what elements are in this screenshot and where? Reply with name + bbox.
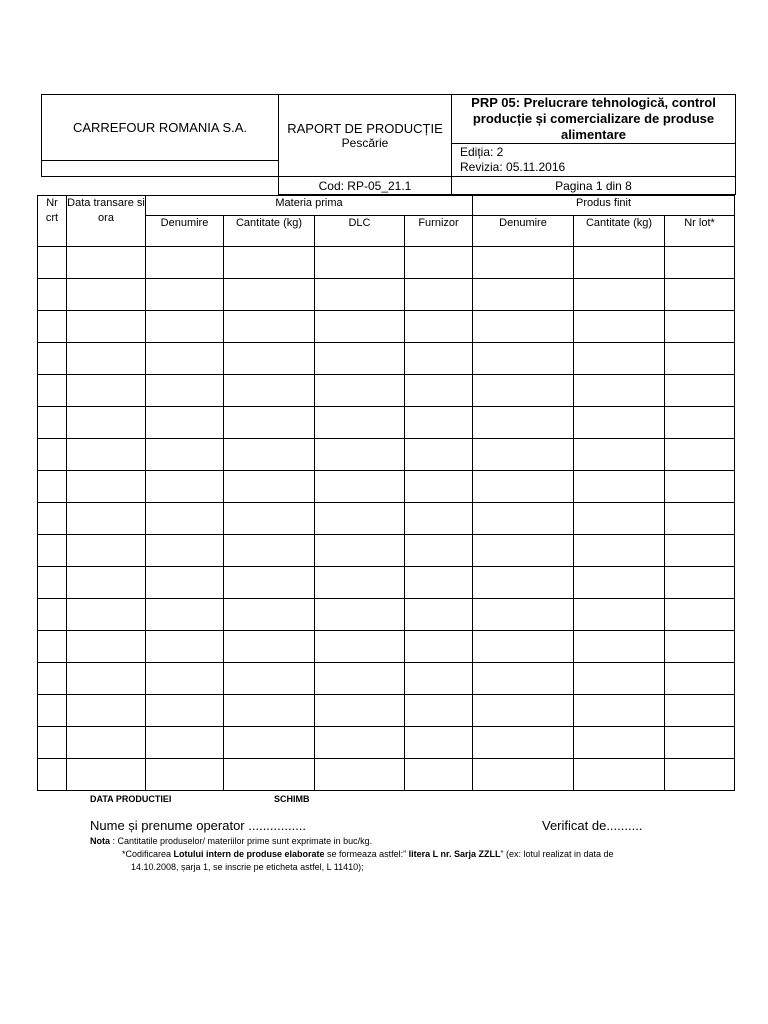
col-data-transare: Data transare si ora xyxy=(67,196,146,247)
table-cell[interactable] xyxy=(38,759,67,791)
table-cell[interactable] xyxy=(405,439,473,471)
production-table xyxy=(37,195,735,791)
table-cell[interactable] xyxy=(224,535,315,567)
table-cell[interactable] xyxy=(405,535,473,567)
table-cell[interactable] xyxy=(38,439,67,471)
table-cell[interactable] xyxy=(315,471,405,503)
table-cell[interactable] xyxy=(146,663,224,695)
col-raw-cantitate: Cantitate (kg) xyxy=(224,216,315,247)
table-cell[interactable] xyxy=(665,695,735,727)
table-cell[interactable] xyxy=(473,535,574,567)
table-cell[interactable] xyxy=(574,247,665,279)
table-cell[interactable] xyxy=(574,759,665,791)
table-row xyxy=(38,279,735,311)
table-cell[interactable] xyxy=(38,375,67,407)
table-cell[interactable] xyxy=(473,759,574,791)
table-cell[interactable] xyxy=(146,439,224,471)
table-cell[interactable] xyxy=(146,407,224,439)
document-header xyxy=(41,94,736,195)
table-cell[interactable] xyxy=(146,375,224,407)
table-cell[interactable] xyxy=(665,247,735,279)
table-cell[interactable] xyxy=(665,311,735,343)
col-fin-denumire: Denumire xyxy=(473,216,574,247)
table-cell[interactable] xyxy=(224,439,315,471)
group-materia-prima: Materia prima xyxy=(146,196,473,216)
codification-line-2: 14.10.2008, șarja 1, se inscrie pe eticheta astfel, L 11410); xyxy=(131,862,364,872)
table-cell[interactable] xyxy=(146,631,224,663)
col-raw-dlc: DLC xyxy=(315,216,405,247)
table-cell[interactable] xyxy=(405,247,473,279)
table-cell[interactable] xyxy=(473,663,574,695)
table-cell[interactable] xyxy=(473,279,574,311)
table-cell[interactable] xyxy=(405,695,473,727)
table-cell[interactable] xyxy=(315,759,405,791)
table-cell[interactable] xyxy=(315,247,405,279)
table-cell[interactable] xyxy=(574,695,665,727)
table-cell[interactable] xyxy=(574,727,665,759)
table-cell[interactable] xyxy=(67,727,146,759)
table-cell[interactable] xyxy=(574,535,665,567)
table-cell[interactable] xyxy=(574,663,665,695)
report-subtitle: Pescărie xyxy=(341,135,389,150)
table-cell[interactable] xyxy=(38,343,67,375)
table-cell[interactable] xyxy=(67,311,146,343)
table-cell[interactable] xyxy=(405,567,473,599)
table-cell[interactable] xyxy=(665,599,735,631)
table-cell[interactable] xyxy=(38,567,67,599)
table-cell[interactable] xyxy=(146,567,224,599)
table-cell[interactable] xyxy=(146,279,224,311)
report-title-cell xyxy=(279,95,452,177)
table-cell[interactable] xyxy=(405,663,473,695)
table-cell[interactable] xyxy=(224,759,315,791)
table-row xyxy=(38,727,735,759)
table-cell[interactable] xyxy=(315,599,405,631)
table-row xyxy=(38,471,735,503)
table-cell[interactable] xyxy=(665,503,735,535)
table-cell[interactable] xyxy=(315,311,405,343)
table-cell[interactable] xyxy=(473,599,574,631)
table-cell[interactable] xyxy=(224,503,315,535)
table-cell[interactable] xyxy=(38,471,67,503)
header-blank-cell xyxy=(42,161,279,177)
table-cell[interactable] xyxy=(665,567,735,599)
table-cell[interactable] xyxy=(38,407,67,439)
table-cell[interactable] xyxy=(665,759,735,791)
table-cell[interactable] xyxy=(665,407,735,439)
table-cell[interactable] xyxy=(38,311,67,343)
table-cell[interactable] xyxy=(146,535,224,567)
table-cell[interactable] xyxy=(67,471,146,503)
table-cell[interactable] xyxy=(146,247,224,279)
table-row xyxy=(38,343,735,375)
nota-line xyxy=(90,835,372,848)
table-cell[interactable] xyxy=(315,375,405,407)
col-raw-denumire: Denumire xyxy=(146,216,224,247)
col-fin-cantitate: Cantitate (kg) xyxy=(574,216,665,247)
group-produs-finit: Produs finit xyxy=(473,196,735,216)
table-cell[interactable] xyxy=(224,407,315,439)
col-fin-nr-lot: Nr lot* xyxy=(665,216,735,247)
codif-text-1: *Codificarea xyxy=(122,849,174,859)
table-cell[interactable] xyxy=(224,471,315,503)
table-row xyxy=(38,439,735,471)
table-cell[interactable] xyxy=(405,279,473,311)
table-row xyxy=(38,535,735,567)
document-code: Cod: RP-05_21.1 xyxy=(279,177,452,195)
table-cell[interactable] xyxy=(67,567,146,599)
table-cell[interactable] xyxy=(67,375,146,407)
table-cell[interactable] xyxy=(224,663,315,695)
table-body xyxy=(38,247,735,791)
table-cell[interactable] xyxy=(473,407,574,439)
table-cell[interactable] xyxy=(67,631,146,663)
table-cell[interactable] xyxy=(405,343,473,375)
table-cell[interactable] xyxy=(574,439,665,471)
table-cell[interactable] xyxy=(574,311,665,343)
table-cell[interactable] xyxy=(473,311,574,343)
table-cell[interactable] xyxy=(38,631,67,663)
table-cell[interactable] xyxy=(315,695,405,727)
table-cell[interactable] xyxy=(67,599,146,631)
codif-text-3: ” (ex: lotul realizat in data de xyxy=(500,849,614,859)
codification-line-1 xyxy=(122,848,614,861)
table-cell[interactable] xyxy=(405,727,473,759)
table-cell[interactable] xyxy=(67,407,146,439)
table-cell[interactable] xyxy=(38,279,67,311)
operator-field[interactable]: Nume și prenume operator ................ xyxy=(90,818,307,833)
table-cell[interactable] xyxy=(473,375,574,407)
table-cell[interactable] xyxy=(38,247,67,279)
table-cell[interactable] xyxy=(67,695,146,727)
table-cell[interactable] xyxy=(405,375,473,407)
table-cell[interactable] xyxy=(224,279,315,311)
table-cell[interactable] xyxy=(574,567,665,599)
table-cell[interactable] xyxy=(665,631,735,663)
table-cell[interactable] xyxy=(67,279,146,311)
table-row xyxy=(38,759,735,791)
table-cell[interactable] xyxy=(315,503,405,535)
table-cell[interactable] xyxy=(405,503,473,535)
table-cell[interactable] xyxy=(146,311,224,343)
table-row xyxy=(38,663,735,695)
edition-revision-cell xyxy=(452,144,736,177)
col-raw-furnizor: Furnizor xyxy=(405,216,473,247)
table-cell[interactable] xyxy=(405,631,473,663)
table-cell[interactable] xyxy=(67,503,146,535)
table-cell[interactable] xyxy=(574,375,665,407)
col-nr-crt: Nr crt xyxy=(38,196,67,247)
codif-bold-1: Lotului intern de produse elaborate xyxy=(173,849,325,859)
table-cell[interactable] xyxy=(574,279,665,311)
table-cell[interactable] xyxy=(665,471,735,503)
table-cell[interactable] xyxy=(574,407,665,439)
table-row xyxy=(38,567,735,599)
nota-label: Nota xyxy=(90,836,110,846)
table-row xyxy=(38,631,735,663)
table-cell[interactable] xyxy=(224,247,315,279)
table-cell[interactable] xyxy=(146,503,224,535)
table-cell[interactable] xyxy=(473,503,574,535)
table-cell[interactable] xyxy=(405,759,473,791)
table-cell[interactable] xyxy=(146,343,224,375)
table-cell[interactable] xyxy=(38,695,67,727)
codif-bold-2: litera L nr. Sarja ZZLL xyxy=(408,849,501,859)
table-cell[interactable] xyxy=(224,599,315,631)
table-cell[interactable] xyxy=(405,311,473,343)
table-cell[interactable] xyxy=(665,279,735,311)
prp-title: PRP 05: Prelucrare tehnologică, control producție și comercializare de produse alimentare xyxy=(452,95,736,144)
table-cell[interactable] xyxy=(38,663,67,695)
table-cell[interactable] xyxy=(67,663,146,695)
table-cell[interactable] xyxy=(315,407,405,439)
table-cell[interactable] xyxy=(665,343,735,375)
table-cell[interactable] xyxy=(224,311,315,343)
table-cell[interactable] xyxy=(665,535,735,567)
table-cell[interactable] xyxy=(224,343,315,375)
table-cell[interactable] xyxy=(473,727,574,759)
table-cell[interactable] xyxy=(38,727,67,759)
table-cell[interactable] xyxy=(224,375,315,407)
table-cell[interactable] xyxy=(67,439,146,471)
table-cell[interactable] xyxy=(146,599,224,631)
table-cell[interactable] xyxy=(405,407,473,439)
table-cell[interactable] xyxy=(315,631,405,663)
table-cell[interactable] xyxy=(574,631,665,663)
codif-text-2: se formeaza astfel:” xyxy=(324,849,409,859)
table-cell[interactable] xyxy=(38,535,67,567)
table-cell[interactable] xyxy=(665,727,735,759)
table-cell[interactable] xyxy=(665,375,735,407)
schimb-label: SCHIMB xyxy=(274,794,310,804)
table-cell[interactable] xyxy=(315,343,405,375)
table-cell[interactable] xyxy=(315,727,405,759)
table-row xyxy=(38,247,735,279)
page-number: Pagina 1 din 8 xyxy=(452,177,736,195)
table-row xyxy=(38,407,735,439)
table-cell[interactable] xyxy=(315,567,405,599)
data-productiei-label: DATA PRODUCTIEI xyxy=(90,794,172,804)
table-cell[interactable] xyxy=(67,247,146,279)
table-cell[interactable] xyxy=(473,343,574,375)
table-cell[interactable] xyxy=(473,471,574,503)
table-cell[interactable] xyxy=(146,759,224,791)
table-cell[interactable] xyxy=(67,759,146,791)
table-row xyxy=(38,695,735,727)
table-cell[interactable] xyxy=(665,663,735,695)
table-cell[interactable] xyxy=(473,567,574,599)
edition: Ediția: 2 xyxy=(460,145,504,159)
table-cell[interactable] xyxy=(67,535,146,567)
table-cell[interactable] xyxy=(315,535,405,567)
table-cell[interactable] xyxy=(405,599,473,631)
table-cell[interactable] xyxy=(146,695,224,727)
table-cell[interactable] xyxy=(224,631,315,663)
table-cell[interactable] xyxy=(574,503,665,535)
table-cell[interactable] xyxy=(473,247,574,279)
nota-text: : Cantitatile produselor/ materiilor prime sunt exprimate in buc/kg. xyxy=(110,836,373,846)
table-row xyxy=(38,503,735,535)
table-cell[interactable] xyxy=(146,471,224,503)
company-name: CARREFOUR ROMANIA S.A. xyxy=(42,95,279,161)
table-cell[interactable] xyxy=(315,663,405,695)
table-cell[interactable] xyxy=(224,727,315,759)
table-cell[interactable] xyxy=(574,343,665,375)
table-cell[interactable] xyxy=(224,567,315,599)
table-cell[interactable] xyxy=(38,599,67,631)
table-cell[interactable] xyxy=(574,471,665,503)
header-empty-corner xyxy=(42,177,279,195)
table-cell[interactable] xyxy=(473,695,574,727)
revision: Revizia: 05.11.2016 xyxy=(460,160,566,174)
table-cell[interactable] xyxy=(224,695,315,727)
table-cell[interactable] xyxy=(473,439,574,471)
table-cell[interactable] xyxy=(315,439,405,471)
table-cell[interactable] xyxy=(405,471,473,503)
table-cell[interactable] xyxy=(574,599,665,631)
table-cell[interactable] xyxy=(315,279,405,311)
table-cell[interactable] xyxy=(665,439,735,471)
table-cell[interactable] xyxy=(473,631,574,663)
table-cell[interactable] xyxy=(67,343,146,375)
table-row xyxy=(38,599,735,631)
table-row xyxy=(38,375,735,407)
report-title: RAPORT DE PRODUCȚIE xyxy=(287,120,443,136)
verified-by-field[interactable]: Verificat de.......... xyxy=(542,818,643,833)
table-row xyxy=(38,311,735,343)
table-cell[interactable] xyxy=(146,727,224,759)
table-cell[interactable] xyxy=(38,503,67,535)
